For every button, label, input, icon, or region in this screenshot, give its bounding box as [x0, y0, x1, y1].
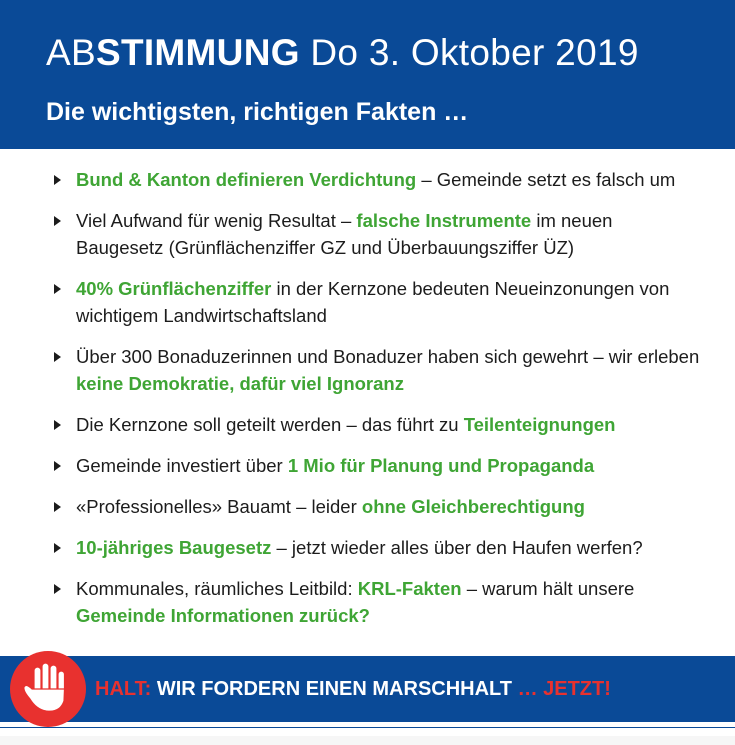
fact-item — [52, 166, 702, 193]
triangle-bullet-icon — [54, 284, 61, 294]
fact-text: – jetzt wieder alles über den Haufen werfen? — [271, 537, 643, 558]
fact-highlight: Teilenteignungen — [463, 414, 616, 435]
footer-divider — [0, 727, 735, 728]
slogan-main: WIR FORDERN EINEN MARSCHHALT — [151, 678, 518, 700]
fact-item — [52, 411, 702, 438]
fact-text: im neuen Baugesetz (Grünflächenziffer GZ und Überbauungsziffer ÜZ) — [76, 210, 613, 258]
fact-text: Die Kernzone soll geteilt werden – das führt zu — [76, 414, 464, 435]
fact-highlight: 10-jähriges Baugesetz — [76, 537, 272, 558]
fact-item — [52, 493, 702, 520]
fact-text: Gemeinde investiert über — [76, 455, 288, 476]
triangle-bullet-icon — [54, 175, 61, 185]
triangle-bullet-icon — [54, 352, 61, 362]
fact-highlight: 40% Grünflächenziffer — [76, 278, 272, 299]
title-prefix: AB — [46, 32, 96, 73]
header — [0, 0, 735, 149]
fact-highlight: KRL-Fakten — [357, 578, 462, 599]
fact-item — [52, 575, 702, 629]
fact-highlight: falsche Instrumente — [356, 210, 532, 231]
triangle-bullet-icon — [54, 502, 61, 512]
fact-item — [52, 452, 702, 479]
triangle-bullet-icon — [54, 461, 61, 471]
slogan-jetzt: … JETZT! — [517, 678, 611, 700]
fact-highlight: keine Demokratie, dafür viel Ignoranz — [76, 373, 404, 394]
raised-hand-icon — [22, 661, 74, 717]
triangle-bullet-icon — [54, 584, 61, 594]
fact-item — [52, 343, 702, 397]
title-emphasis: STIMMUNG — [95, 32, 300, 73]
fact-text: Viel Aufwand für wenig Resultat – — [76, 210, 357, 231]
fact-text: – warum hält unsere — [461, 578, 635, 599]
fact-item — [52, 534, 702, 561]
fact-highlight: Bund & Kanton definieren Verdichtung — [76, 169, 417, 190]
footer-slogan — [95, 656, 611, 722]
fact-highlight: 1 Mio für Planung und Propaganda — [287, 455, 595, 476]
fact-text: – Gemeinde setzt es falsch um — [416, 169, 676, 190]
fact-text: «Professionelles» Bauamt – leider — [76, 496, 362, 517]
triangle-bullet-icon — [54, 543, 61, 553]
fact-text: Über 300 Bonaduzerinnen und Bonaduzer haben sich gewehrt – wir erleben — [76, 346, 700, 367]
header-subtitle: Die wichtigsten, richtigen Fakten … — [46, 98, 469, 126]
fact-highlight: Gemeinde Informationen zurück? — [76, 605, 370, 626]
fact-item — [52, 207, 702, 261]
slogan-halt: HALT: — [95, 678, 152, 700]
title-date: Do 3. Oktober 2019 — [299, 32, 639, 73]
fact-highlight: ohne Gleichberechtigung — [361, 496, 585, 517]
footer-banner — [0, 656, 735, 722]
fact-text: in der Kernzone bedeuten Neueinzonungen von wichtigem Landwirtschaftsland — [76, 278, 670, 326]
facts-list — [52, 166, 702, 643]
triangle-bullet-icon — [54, 216, 61, 226]
raised-hand-badge — [10, 651, 86, 727]
fact-text: Kommunales, räumliches Leitbild: — [76, 578, 358, 599]
header-title — [46, 32, 639, 74]
fact-item — [52, 275, 702, 329]
triangle-bullet-icon — [54, 420, 61, 430]
